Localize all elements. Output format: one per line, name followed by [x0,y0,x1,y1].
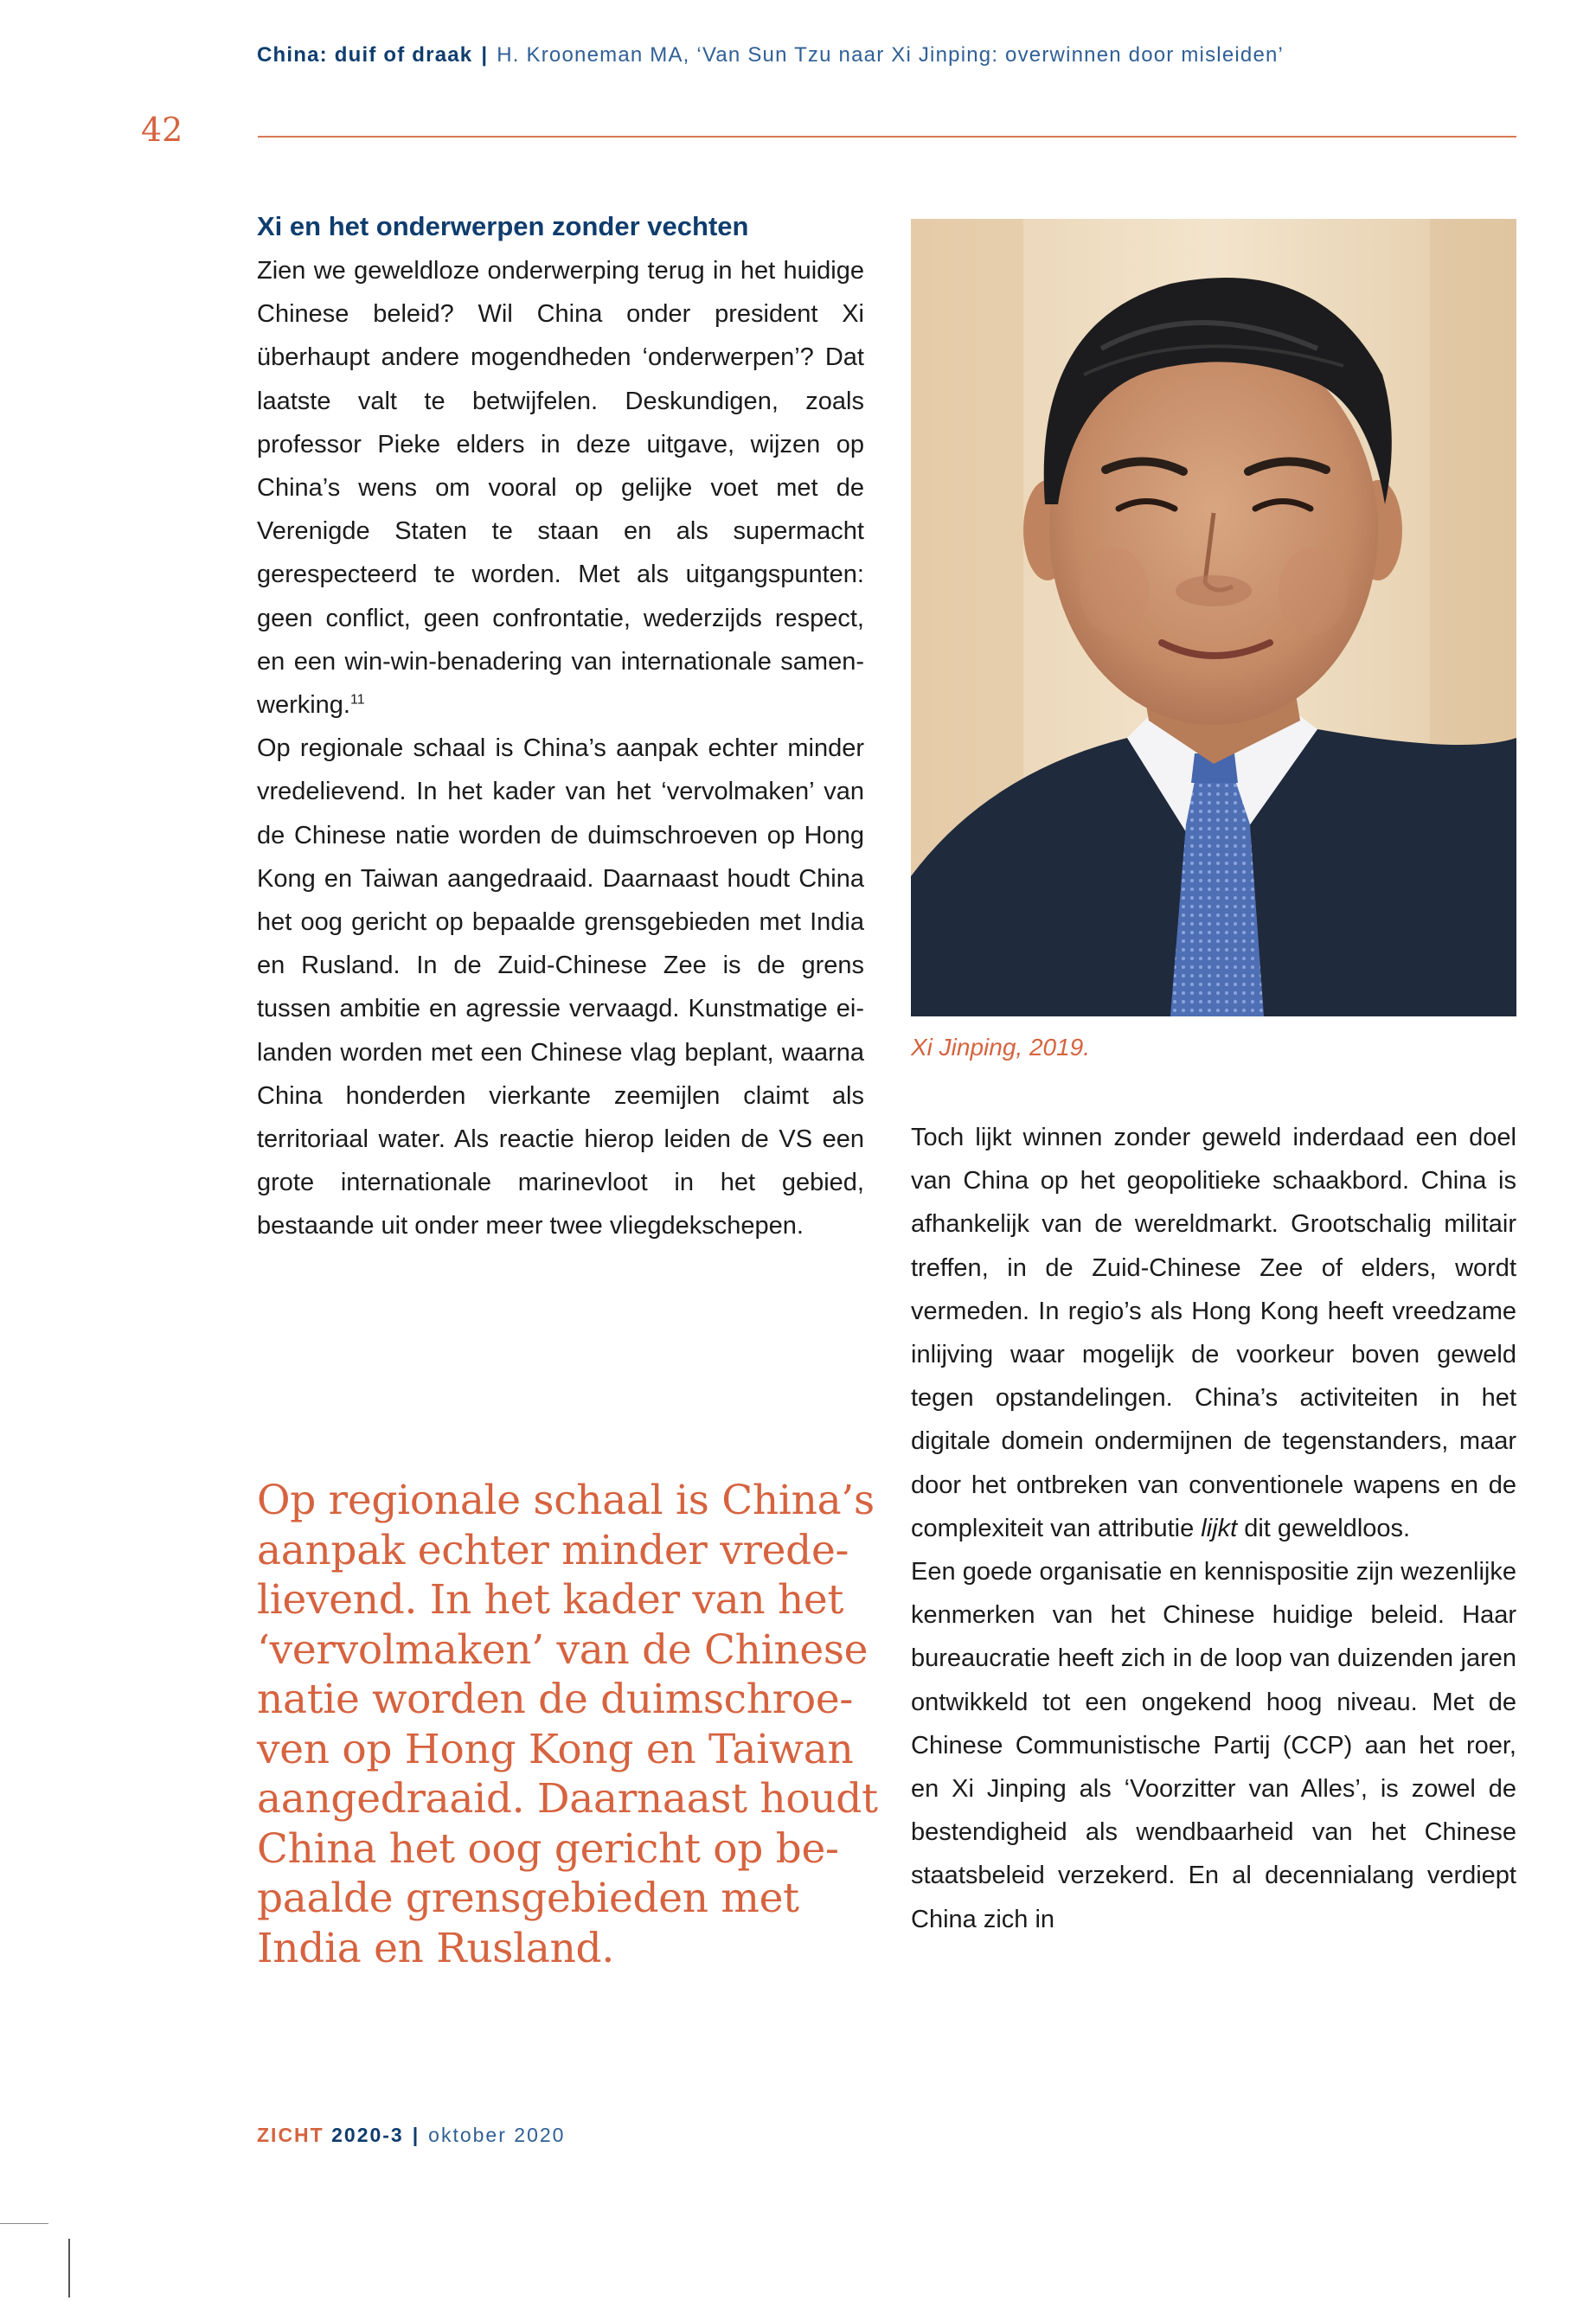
left-paragraph-2: Op regionale schaal is China’s aanpak echter minder vredelievend. In het kader van het ‘vervolmaken’ van de Chinese natie worden de duimschroeven op Hong Kong en Taiwan aangedraaid. Daarnaast houdt China het oog gericht op bepaalde grensgebieden met India en Rusland. In de Zuid-Chinese Zee is de grens tussen ambitie en agressie vervaagd. Kunstmatige eilanden worden met een Chinese vlag beplant, waarna China honderden vierkante zeemijlen claimt als territoriaal water. Als reactie hierop leiden de VS een grote internationale marinevloot in het gebied, bestaande uit onder meer twee vliegdekschepen. [257,734,864,1240]
crop-mark-horizontal [0,2223,48,2224]
photo-caption: Xi Jinping, 2019. [911,1034,1091,1061]
issue-date: oktober 2020 [428,2124,566,2146]
series-title: China: duif of draak [257,43,473,67]
right-paragraph-1 [911,1116,1516,1550]
running-header [257,43,1520,67]
crop-mark-vertical [68,2239,70,2298]
left-paragraph-1 [257,249,864,727]
right-paragraph-2: Een goede organisatie en kennispositie zijn wezenlijke kenmerken van het Chinese huidige beleid. Haar bureaucratie heeft zich in de loop van duizenden jaren ontwikkeld tot een ongekend hoog niveau. Met de Chinese Communistische Partij (CCP) aan het roer, en Xi Jinping als ‘Voorzitter van Alles’, is zowel de bestendigheid als wendbaarheid van het Chinese staatsbeleid verzekerd. En al decennialang verdiept China zich in [911,1558,1516,1933]
left-paragraph-1-text: Zien we geweldloze onderwerping terug in het huidige Chinese beleid? Wil China onder president Xi überhaupt andere mogendheden ‘onderwerpen’? Dat laatste valt te betwijfelen. Deskundigen, zoals professor Pieke elders in deze uitgave, wijzen op China’s wens om vooral op gelijke voet met de Verenigde Staten te staan en als supermacht gerespecteerd te worden. Met als uitgangspunten: geen conflict, geen confrontatie, wederzijds respect, en een win-win-benadering van internationale samenwerking. [257,257,864,720]
portrait-photo [911,219,1516,1016]
header-separator: | [481,43,489,67]
right-paragraph-1-end: dit geweldloos. [1237,1514,1411,1542]
right-column [911,1116,1516,1941]
header-divider [258,136,1516,138]
issue-number: 2020-3 [331,2124,404,2146]
section-heading: Xi en het onderwerpen zonder vechten [257,211,749,241]
footer-separator: | [412,2124,420,2146]
emphasis-word: lijkt [1201,1514,1238,1542]
footnote-reference[interactable]: 11 [350,692,365,708]
left-column [257,204,864,1248]
pull-quote: Op regionale schaal is China’s aanpak echter minder vredelievend. In het kader van het ‘vervolmaken’ van de Chinese natie worden de duimschroeven op Hong Kong en Taiwan aangedraaid. Daarnaast houdt China het oog gericht op bepaalde grensgebieden met India en Rusland. [257,1477,878,1972]
magazine-name: ZICHT [257,2124,324,2146]
portrait-illustration [911,219,1516,1016]
article-title: H. Krooneman MA, ‘Van Sun Tzu naar Xi Jinping: overwinnen door misleiden’ [497,43,1285,67]
page-number: 42 [141,111,183,149]
right-paragraph-1-text: Toch lijkt winnen zonder geweld inderdaad een doel van China op het geopolitieke schaakbord. China is afhankelijk van de wereldmarkt. Grootschalig militair treffen, in de Zuid-Chinese Zee of elders, wordt vermeden. In regio’s als Hong Kong heeft vreedzame inlijving waar mogelijk de voorkeur boven geweld tegen opstandelingen. China’s activiteiten in het digitale domein ondermijnen de tegenstanders, maar door het ontbreken van conventionele wapens en de complexiteit van attributie [911,1124,1516,1542]
page-footer [257,2124,565,2147]
